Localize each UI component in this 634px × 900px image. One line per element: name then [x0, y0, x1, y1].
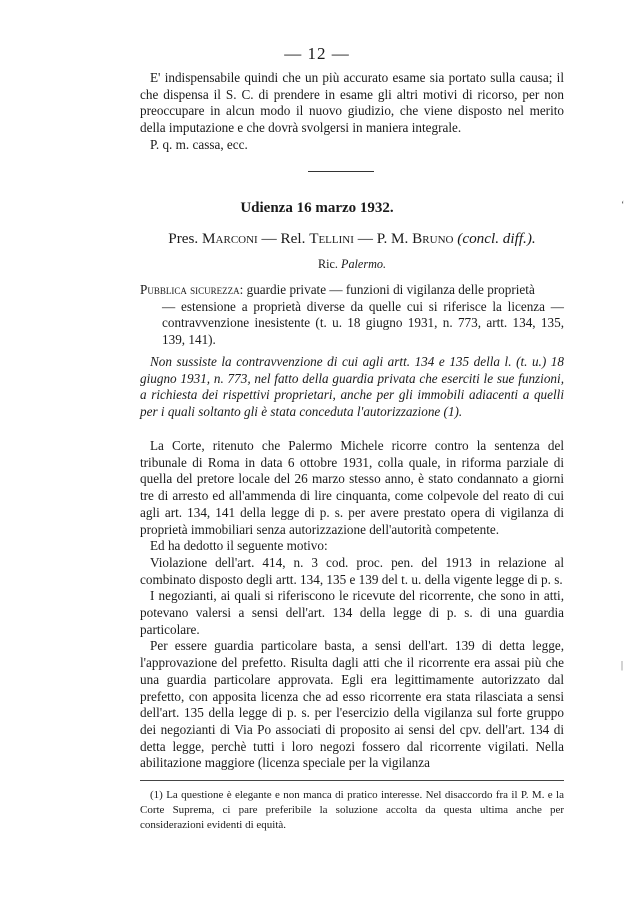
dash: —: [357, 230, 373, 247]
judges-line: [140, 230, 564, 248]
closing-formula: P. q. m. cassa, ecc.: [150, 136, 248, 152]
legal-principle: Non sussiste la contravvenzione di cui agli artt. 134 e 135 della l. (t. u.) 18 giugno 1931, n. 773, nel fatto della guardia privata che eserciti le sue funzioni, a richiesta dei rispettivi proprietari, anche per gli immobili adiacenti a quelli per i quali soltanto gli è stata conceduta l'autorizzazione (1).: [140, 354, 564, 420]
rel-prefix: Rel.: [280, 230, 306, 247]
ricorrente-line: [140, 257, 564, 272]
section-separator: [308, 171, 374, 172]
ric-name: Palermo.: [341, 257, 387, 271]
massima-first-line: guardie private — funzioni di vigilanza delle proprietà: [246, 282, 535, 297]
page-number: — 12 —: [284, 44, 350, 63]
massima-label: Pubblica sicurezza:: [140, 282, 244, 297]
rel-name: Tellini: [309, 230, 354, 247]
pm-prefix: P. M.: [376, 230, 409, 247]
ric-prefix: Ric.: [317, 257, 338, 271]
decision-body: [140, 438, 564, 772]
body-paragraph: I negozianti, ai quali si riferiscono le ricevute del ricorrente, che sono in atti, potevano valersi a sensi dell'art. 134 della legge di p. s. di una guardia particolare.: [140, 588, 564, 637]
body-paragraph: Violazione dell'art. 414, n. 3 cod. proc. pen. del 1913 in relazione al combinato disposto degli artt. 134, 135 e 139 del t. u. della vigente legge di p. s.: [140, 554, 564, 587]
footnote-rule: [140, 780, 564, 781]
pres-prefix: Pres.: [168, 230, 199, 247]
body-paragraph: Ed ha dedotto il seguente motivo:: [150, 538, 328, 554]
dash: —: [261, 230, 277, 247]
opening-paragraph: E' indispensabile quindi che un più accurato esame sia portato sulla causa; il che dispensa il S. C. di prendere in esame gli altri motivi di ricorso, per non preoccupare in alcun modo il nuovo giudizio, che viene disposto nel merito della imputazione e che dovrà svolgersi in maniera integrale.: [140, 70, 564, 136]
pm-note: (concl. diff.).: [457, 230, 536, 247]
margin-mark: |: [621, 660, 624, 671]
footnote: (1) La questione è elegante e non manca di pratico interesse. Nel disaccordo fra il P. M. e la Corte Suprema, ci pare preferibile la soluzione accolta da questa ultima anche per considerazioni evidenti di equità.: [140, 789, 564, 831]
hearing-title: Udienza 16 marzo 1932.: [240, 200, 394, 216]
opening-section: [140, 70, 564, 154]
body-paragraph: Per essere guardia particolare basta, a sensi dell'art. 139 di detta legge, l'approvazione del prefetto. Risulta dagli atti che il ricorrente era assai più che una guardia particolare approvata. Egli era legittimamente autorizzato dal prefetto, con apposita licenza che ad esso ricorrente era stata rilasciata a sensi dell'art. 135 della legge di p. s. per l'esercizio della vigilanza sul forte gruppo dei negozianti di Via Po associati di proposito ai sensi del cpv. dell'art. 134 di detta legge, perchè tutti i loro negozi fossero dal ricorrente vigilati. Nella abilitazione maggiore (licenza speciale per la vigilanza: [140, 638, 564, 771]
massima: [140, 282, 564, 349]
pm-name: Bruno: [412, 230, 454, 247]
pres-name: Marconi: [202, 230, 258, 247]
body-paragraph: La Corte, ritenuto che Palermo Michele ricorre contro la sentenza del tribunale di Roma in data 6 ottobre 1931, colla quale, in riforma parziale di quella del pretore locale del 26 marzo stesso anno, è stato condannato a giorni tre di arresto ed all'ammenda di lire cinquanta, come colpevole del reato di cui agli art. 134, 141 della legge di p. s. per avere prestato opera di vigilanza di proprietà immobiliari senza autorizzazione dell'autorità competente.: [140, 438, 564, 537]
massima-rest: — estensione a proprietà diverse da quelle cui si riferisce la licenza — contravvenzione inesistente (t. u. 18 giugno 1931, n. 773, artt. 134, 135, 139, 141).: [162, 298, 564, 348]
margin-mark: ʻ: [621, 200, 625, 211]
